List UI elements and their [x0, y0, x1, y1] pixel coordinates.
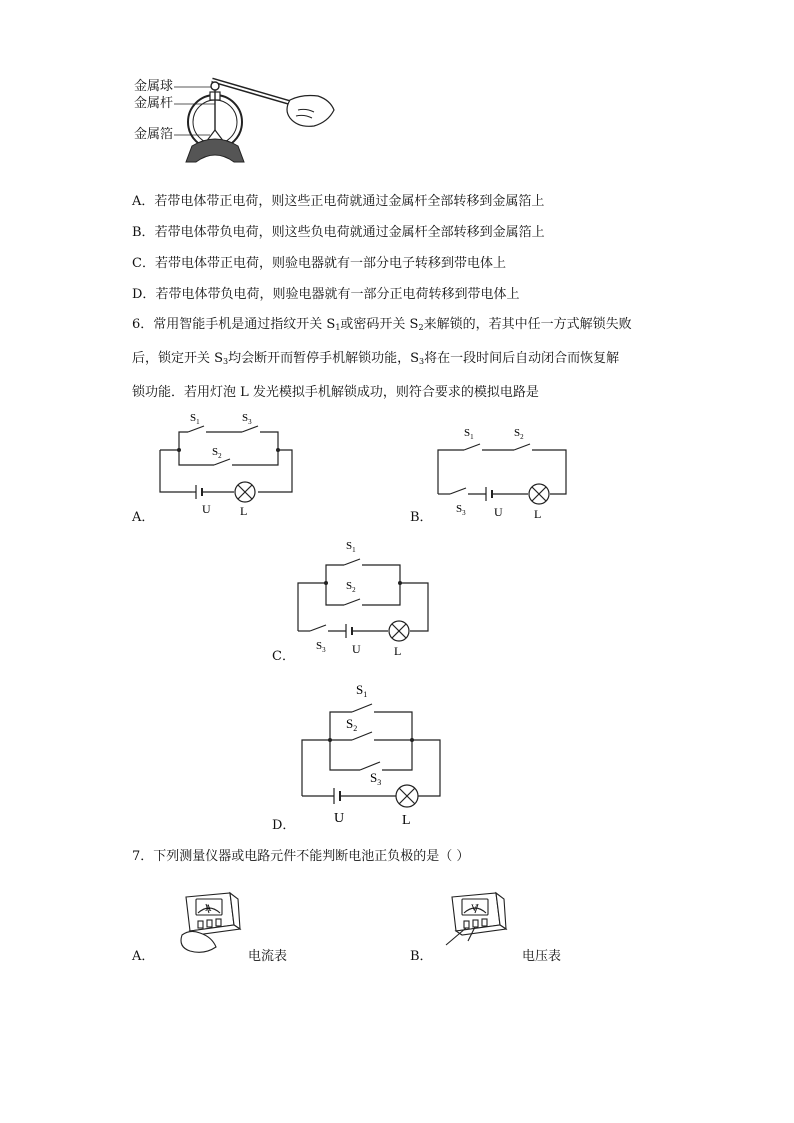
q7-option-a-letter: A．: [132, 949, 155, 964]
q7-stem: 7．下列测量仪器或电路元件不能判断电池正负极的是（ ）: [132, 849, 470, 864]
circuit-c-s2-label: $S_2$: [346, 580, 356, 594]
circuit-c: [288, 535, 438, 660]
circuit-a: [150, 405, 310, 520]
circuit-a-s2-label: $S_2$: [212, 446, 222, 460]
circuit-d-l-label: L: [402, 813, 411, 828]
q6-option-d-letter: D．: [272, 818, 296, 833]
circuit-b-l-label: L: [534, 507, 542, 521]
circuit-d: [290, 678, 450, 830]
circuit-b-s3-label: $S_3$: [456, 503, 466, 517]
voltmeter-figure: [438, 885, 518, 957]
circuit-a-l-label: L: [240, 504, 248, 518]
circuit-c-s1-label: $S_1$: [346, 540, 356, 554]
label-metal-ball: 金属球: [134, 79, 174, 94]
electroscope-figure: [130, 70, 340, 180]
circuit-a-u-label: U: [202, 502, 211, 516]
circuit-b-s1-label: $S_1$: [464, 427, 474, 441]
q5-option-d: D．若带电体带负电荷，则验电器就有一部分正电荷转移到带电体上: [132, 287, 520, 302]
q5-option-b: B．若带电体带负电荷，则这些负电荷就通过金属杆全部转移到金属箔上: [132, 225, 545, 240]
voltmeter-symbol: V: [471, 903, 478, 913]
circuit-d-s3-label: $S_3$: [370, 770, 382, 787]
q7-option-a-caption: 电流表: [248, 949, 288, 964]
circuit-c-s3-label: $S_3$: [316, 640, 326, 654]
label-metal-foil: 金属箔: [134, 127, 174, 142]
label-metal-rod: 金属杆: [134, 96, 174, 111]
circuit-b-s2-label: $S_2$: [514, 427, 524, 441]
q6-option-c-letter: C．: [272, 649, 295, 664]
ammeter-figure: [168, 885, 248, 957]
q6-stem: [132, 309, 672, 408]
q5-option-a: A．若带电体带正电荷，则这些正电荷就通过金属杆全部转移到金属箔上: [132, 194, 545, 209]
circuit-d-u-label: U: [334, 811, 345, 826]
circuit-a-s3-label: $S_3$: [242, 412, 252, 426]
q6-line-2: 后，锁定开关 $S_3$均会断开而暂停手机解锁功能，$S_3$将在一段时间后自动闭合而恢复解: [132, 351, 620, 366]
circuit-b-u-label: U: [494, 505, 503, 519]
ammeter-symbol: A: [205, 903, 212, 913]
q5-option-c: C．若带电体带正电荷，则验电器就有一部分电子转移到带电体上: [132, 256, 506, 271]
circuit-a-s1-label: $S_1$: [190, 412, 200, 426]
circuit-d-s1-label: $S_1$: [356, 682, 368, 699]
q7-option-b-letter: B．: [410, 949, 433, 964]
q6-line-1: 6．常用智能手机是通过指纹开关 $S_1$或密码开关 $S_2$来解锁的，若其中任一方式解锁失败: [132, 317, 632, 332]
circuit-c-l-label: L: [394, 644, 402, 658]
circuit-c-u-label: U: [352, 642, 361, 656]
circuit-d-s2-label: $S_2$: [346, 716, 358, 733]
circuit-b: [428, 420, 578, 525]
q7-option-b-caption: 电压表: [522, 949, 562, 964]
q6-option-a-letter: A．: [132, 510, 155, 525]
q6-line-3: 锁功能．若用灯泡 L 发光模拟手机解锁成功，则符合要求的模拟电路是: [132, 385, 539, 400]
q6-option-b-letter: B．: [410, 510, 433, 525]
